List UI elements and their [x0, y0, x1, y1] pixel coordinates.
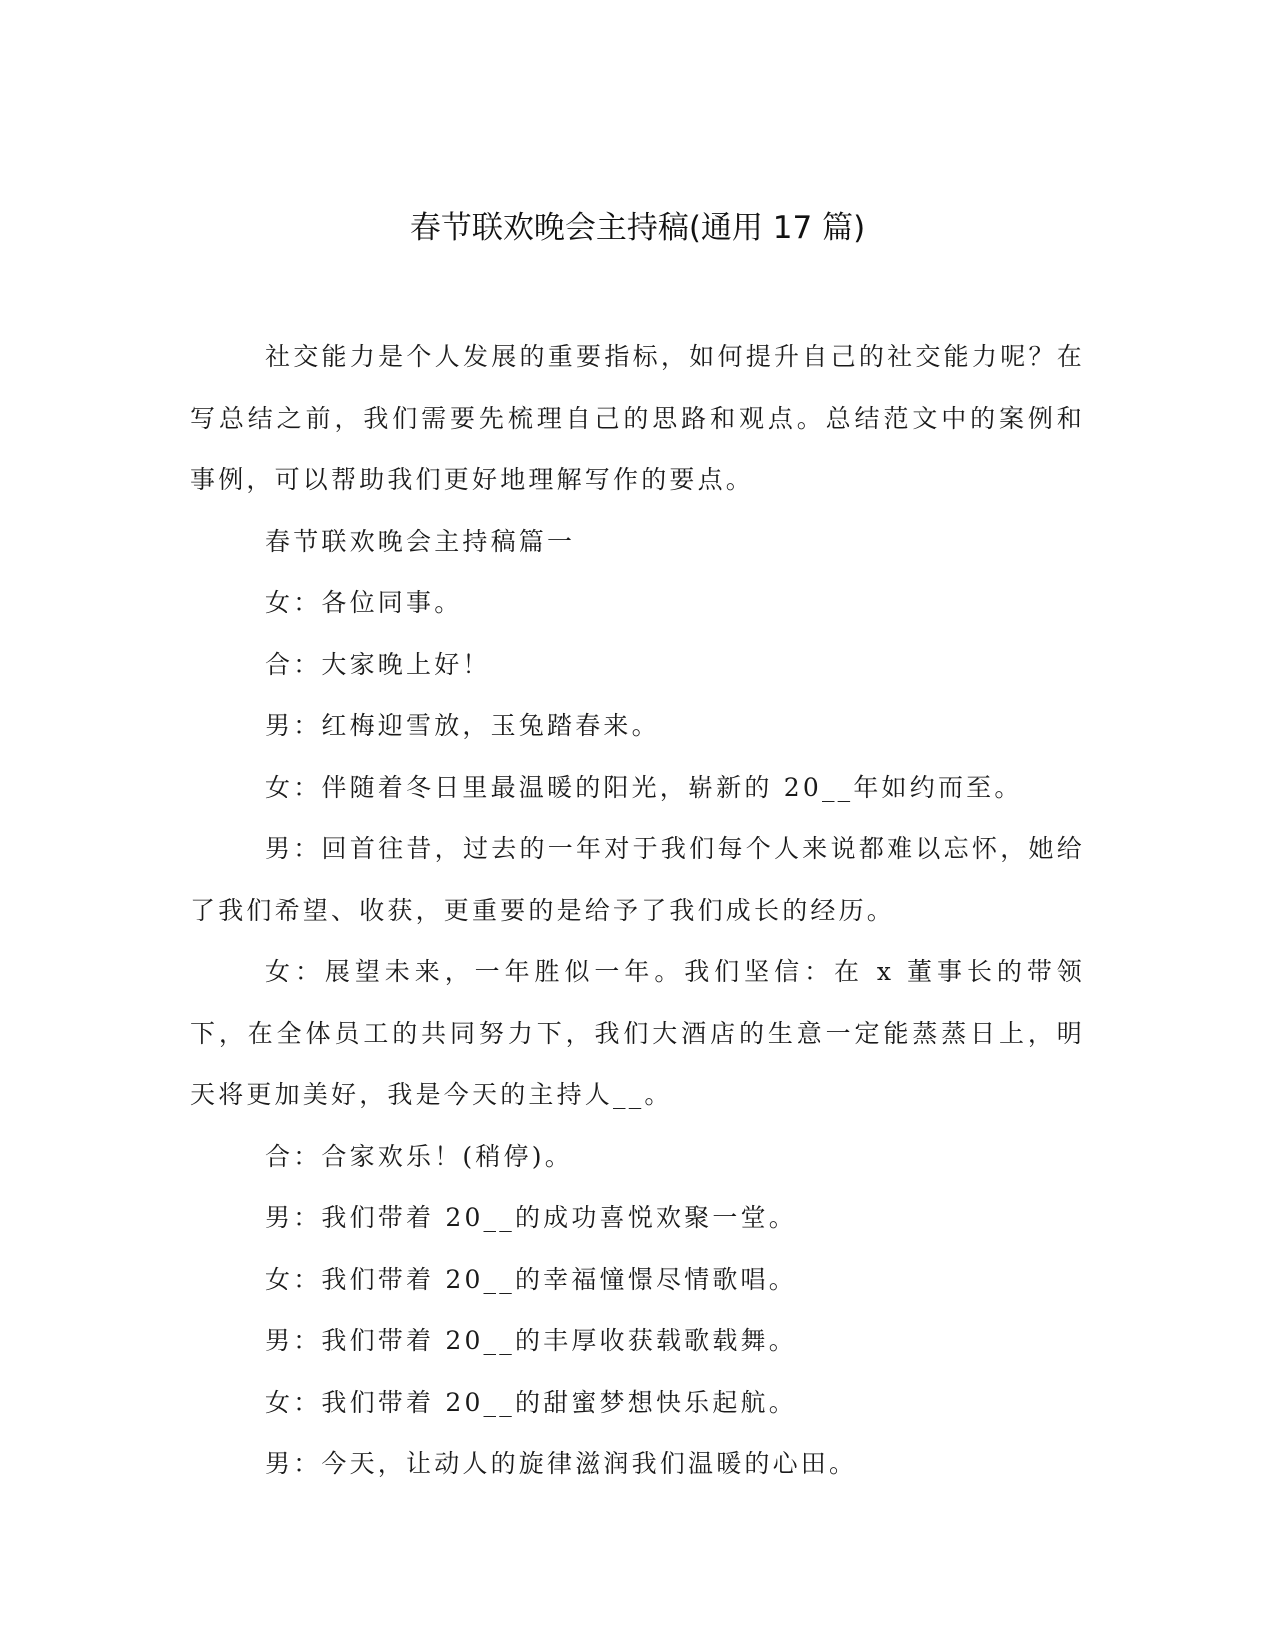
document-title: 春节联欢晚会主持稿(通用 17 篇): [409, 210, 866, 246]
paragraph: 女：我们带着 20__的甜蜜梦想快乐起航。: [265, 1387, 797, 1417]
paragraph: 男：今天，让动人的旋律滋润我们温暖的心田。: [265, 1449, 858, 1478]
paragraph: 男：我们带着 20__的丰厚收获载歌载舞。: [265, 1326, 797, 1355]
paragraph: 合：合家欢乐！(稍停)。: [265, 1141, 573, 1171]
document-body: [190, 326, 1085, 1495]
paragraph: 男：红梅迎雪放，玉兔踏春来。: [265, 711, 660, 740]
paragraph: 女：伴随着冬日里最温暖的阳光，崭新的 20__年如约而至。: [265, 772, 1023, 802]
paragraph: 男：回首往昔，过去的一年对于我们每个人来说都难以忘怀，她给了我们希望、收获，更重要的是给予了我们成长的经历。: [190, 834, 1085, 925]
paragraph: 女：各位同事。: [265, 588, 463, 617]
paragraph: 女：展望未来，一年胜似一年。我们坚信：在 x 董事长的带领下，在全体员工的共同努力下，我们大酒店的生意一定能蒸蒸日上，明天将更加美好，我是今天的主持人__。: [190, 957, 1085, 1109]
paragraph: 男：我们带着 20__的成功喜悦欢聚一堂。: [265, 1203, 797, 1232]
paragraph-intro: 社交能力是个人发展的重要指标，如何提升自己的社交能力呢？在写总结之前，我们需要先梳理自己的思路和观点。总结范文中的案例和事例，可以帮助我们更好地理解写作的要点。: [190, 342, 1085, 494]
section-heading: 春节联欢晚会主持稿篇一: [265, 526, 576, 556]
paragraph: 合：大家晚上好！: [265, 649, 491, 679]
paragraph: 女：我们带着 20__的幸福憧憬尽情歌唱。: [265, 1264, 797, 1294]
